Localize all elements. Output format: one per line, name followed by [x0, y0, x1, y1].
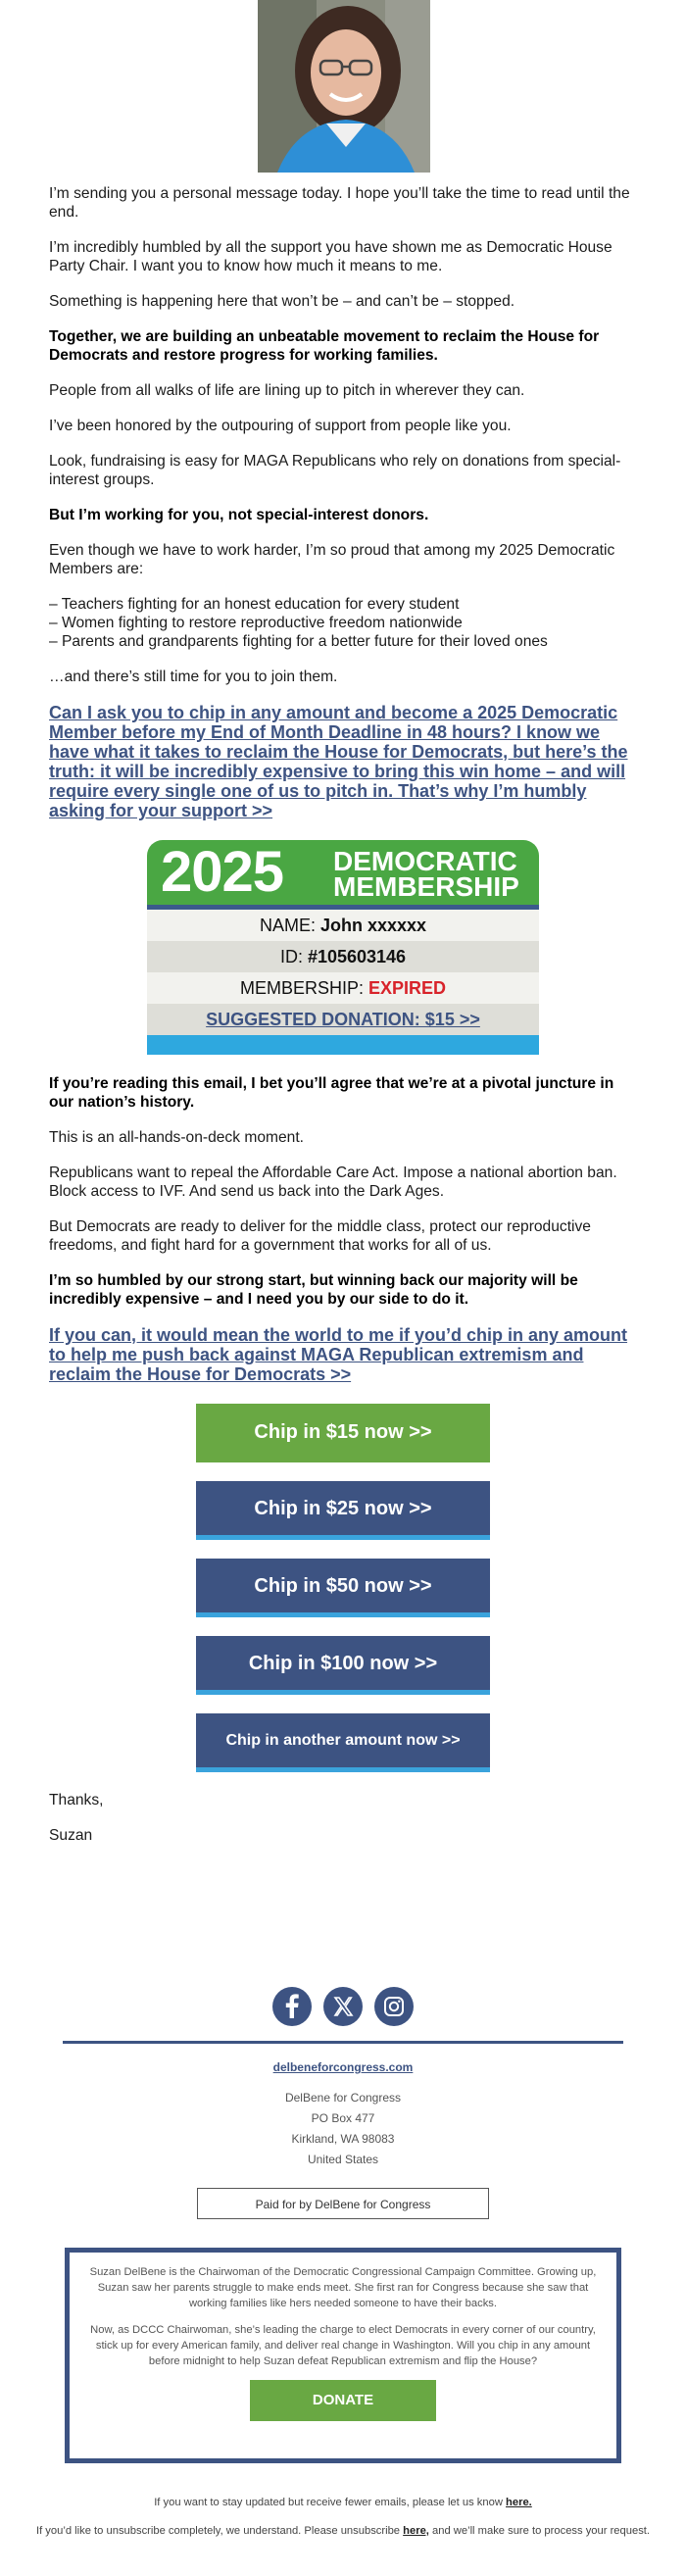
- membership-status: EXPIRED: [368, 978, 447, 998]
- paragraph: Something is happening here that won’t be – and can’t be – stopped.: [49, 293, 515, 310]
- bio-paragraph: Now, as DCCC Chairwoman, she’s leading the charge to elect Democrats in every corner of our country, stick up for every American family, and deliver real change in Washington. Will you chip in any amount before midnight to help Suzan defeat Republican extremism and flip the House?: [90, 2324, 596, 2367]
- email-body: [49, 184, 637, 1861]
- paragraph: I’m sending you a personal message today. I hope you’ll take the time to read until the end.: [49, 185, 630, 221]
- fewer-emails-note: [0, 2495, 686, 2511]
- list-item: – Teachers fighting for an honest education for every student: [49, 596, 460, 613]
- paragraph: Look, fundraising is easy for MAGA Republicans who rely on donations from special-interest groups.: [49, 453, 621, 488]
- x-twitter-icon[interactable]: [323, 1987, 363, 2026]
- membership-card[interactable]: [147, 840, 539, 1055]
- signature: Suzan: [49, 1827, 93, 1844]
- instagram-icon[interactable]: [374, 1987, 414, 2026]
- card-footer-bar: [147, 1035, 539, 1055]
- chip-in-cta-link[interactable]: If you can, it would mean the world to me if you’d chip in any amount to help me push back against MAGA Republican extremism and reclaim the House for Democrats >>: [49, 1325, 628, 1384]
- list-item: – Parents and grandparents fighting for a better future for their loved ones: [49, 633, 548, 650]
- membership-cta-link[interactable]: Can I ask you to chip in any amount and become a 2025 Democratic Member before my End of Month Deadline in 48 hours? I know we have what it takes to reclaim the House for Democrats, but here’s the truth: it will be incredibly expensive to bring this win home – and will require every single one of us to pitch in. That’s why I’m humbly asking for your support >>: [49, 703, 628, 820]
- candidate-bio-box: [65, 2248, 621, 2463]
- chip-15-button[interactable]: Chip in $15 now >>: [196, 1404, 490, 1462]
- card-year: 2025: [161, 840, 284, 904]
- unsubscribe-note: [0, 2523, 686, 2540]
- suggested-donation-link[interactable]: SUGGESTED DONATION: $15 >>: [206, 1010, 480, 1029]
- fewer-emails-text: If you want to stay updated but receive fewer emails, please let us know: [154, 2497, 507, 2508]
- paragraph-bold: I’m so humbled by our strong start, but winning back our majority will be incredibly expensive – and I need you by our side to do it.: [49, 1272, 578, 1308]
- paragraph-bold: Together, we are building an unbeatable movement to reclaim the House for Democrats and restore progress for working families.: [49, 328, 600, 364]
- bio-paragraph: Suzan DelBene is the Chairwoman of the Democratic Congressional Campaign Committee. Growing up, Suzan saw her parents struggle to make ends meet. She first ran for Congress because she saw that working families like hers needed someone to have their backs.: [89, 2266, 597, 2309]
- name-value: John xxxxxx: [319, 916, 427, 935]
- paragraph: I’m incredibly humbled by all the support you have shown me as Democratic House Party Chair. I want you to know how much it means to me.: [49, 239, 612, 274]
- address-line: United States: [307, 2153, 379, 2166]
- name-label: NAME:: [259, 916, 320, 935]
- candidate-portrait: [258, 0, 430, 173]
- unsubscribe-text: If you’d like to unsubscribe completely, we understand. Please unsubscribe: [35, 2525, 404, 2537]
- id-value: #105603146: [307, 947, 407, 966]
- paragraph-bold: But I’m working for you, not special-interest donors.: [49, 507, 429, 523]
- paragraph: But Democrats are ready to deliver for the middle class, protect our reproductive freedoms, and fight hard for a government that works for all of us.: [49, 1218, 591, 1254]
- paid-for-disclaimer: Paid for by DelBene for Congress: [197, 2188, 489, 2219]
- paragraph-bold: If you’re reading this email, I bet you’ll agree that we’re at a pivotal juncture in our nation’s history.: [49, 1075, 614, 1111]
- id-label: ID:: [279, 947, 308, 966]
- card-membership-row: [147, 972, 539, 1004]
- membership-label: MEMBERSHIP:: [239, 978, 368, 998]
- card-title-line2: MEMBERSHIP: [333, 871, 519, 902]
- paragraph: Even though we have to work harder, I’m so proud that among my 2025 Democratic Members are:: [49, 542, 615, 577]
- signoff: Thanks,: [49, 1792, 104, 1808]
- website-link[interactable]: delbeneforcongress.com: [272, 2060, 414, 2074]
- paragraph: Republicans want to repeal the Affordable Care Act. Impose a national abortion ban. Block access to IVF. And send us back into the Dark Ages.: [49, 1164, 617, 1200]
- paragraph: I’ve been honored by the outpouring of support from people like you.: [49, 418, 512, 434]
- chip-other-button[interactable]: Chip in another amount now >>: [196, 1713, 490, 1772]
- paragraph: This is an all-hands-on-deck moment.: [49, 1129, 305, 1146]
- footer: [0, 2060, 686, 2170]
- facebook-icon[interactable]: [272, 1987, 312, 2026]
- email-preferences: [0, 2495, 686, 2551]
- social-links: [0, 1987, 686, 2026]
- unsubscribe-tail: and we’ll make sure to process your request.: [428, 2525, 651, 2537]
- member-list: [49, 595, 637, 651]
- list-item: – Women fighting to restore reproductive freedom nationwide: [49, 615, 463, 631]
- card-suggested-row[interactable]: [147, 1004, 539, 1035]
- address-line: Kirkland, WA 98083: [291, 2132, 395, 2146]
- chip-100-button[interactable]: Chip in $100 now >>: [196, 1636, 490, 1695]
- chip-50-button[interactable]: Chip in $50 now >>: [196, 1559, 490, 1617]
- chip-25-button[interactable]: Chip in $25 now >>: [196, 1481, 490, 1540]
- fewer-emails-link[interactable]: here.: [506, 2497, 532, 2508]
- card-header: [147, 840, 539, 905]
- paragraph: People from all walks of life are lining up to pitch in wherever they can.: [49, 382, 525, 399]
- unsubscribe-link[interactable]: here,: [403, 2525, 429, 2537]
- donate-button[interactable]: DONATE: [250, 2380, 436, 2421]
- footer-divider: [63, 2041, 623, 2044]
- card-title-line1: DEMOCRATIC: [333, 846, 517, 876]
- address-line: DelBene for Congress: [284, 2091, 402, 2105]
- mailing-address: [0, 2088, 686, 2170]
- card-name-row: [147, 910, 539, 941]
- card-id-row: [147, 941, 539, 972]
- address-line: PO Box 477: [311, 2111, 375, 2125]
- paragraph: …and there’s still time for you to join them.: [49, 669, 338, 685]
